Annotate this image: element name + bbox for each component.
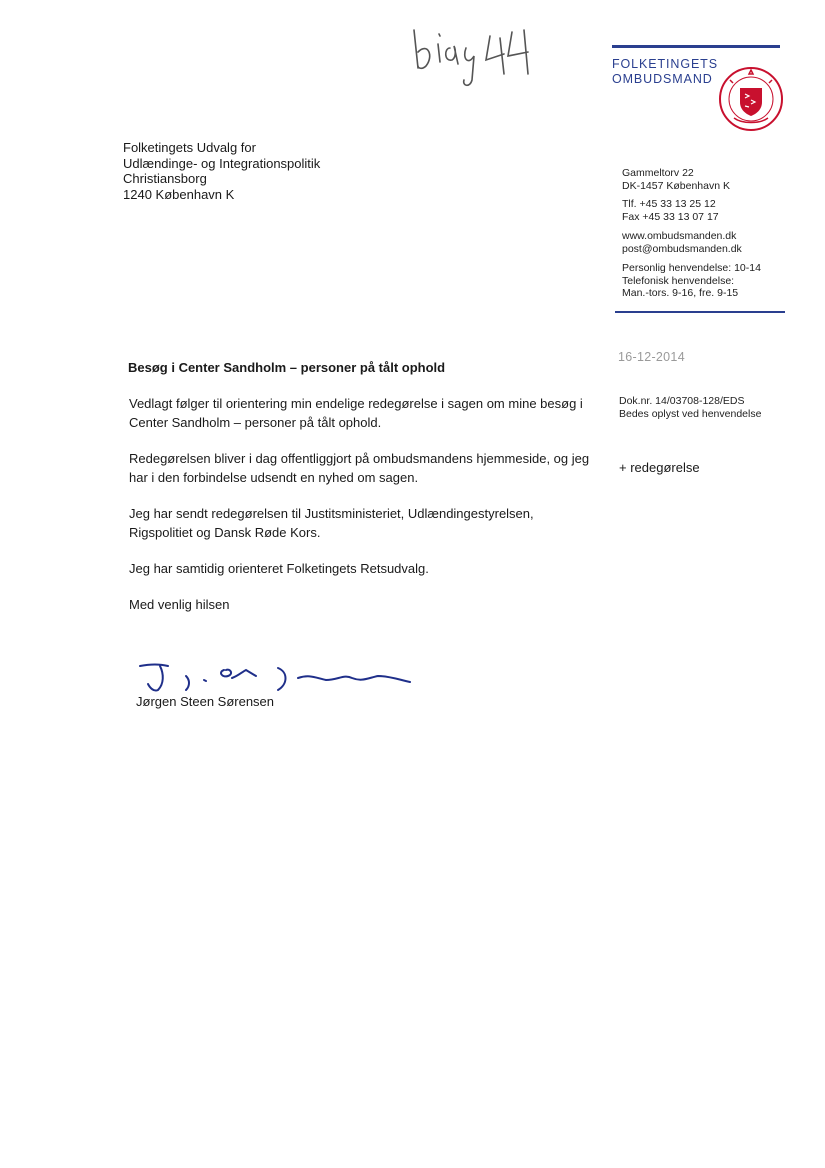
sender-phone: Tlf. +45 33 13 25 12 — [622, 198, 716, 210]
sender-contact-block — [622, 167, 761, 300]
sender-street: Gammeltorv 22 — [622, 167, 694, 179]
sender-email: post@ombudsmanden.dk — [622, 242, 742, 255]
recipient-line: Folketingets Udvalg for — [123, 140, 256, 155]
organization-name — [612, 57, 718, 87]
document-reference — [619, 395, 761, 420]
sender-hours-phone-label: Telefonisk henvendelse: — [622, 274, 735, 287]
letter-closing: Med venlig hilsen — [129, 597, 230, 612]
sender-hours-personal: Personlig henvendelse: 10-14 — [622, 262, 761, 274]
recipient-line: Christiansborg — [123, 171, 207, 186]
sender-city: DK-1457 København K — [622, 179, 730, 192]
body-paragraph: Jeg har sendt redegørelsen til Justitsministeriet, Udlændingestyrelsen, Rigspolitiet og Dansk Røde Kors. — [129, 506, 534, 540]
document-note: Bedes oplyst ved henvendelse — [619, 407, 762, 420]
header-rule-top — [612, 45, 780, 48]
sender-fax: Fax +45 33 13 07 17 — [622, 210, 719, 223]
org-name-line2: OMBUDSMAND — [612, 72, 713, 86]
body-paragraph: Jeg har samtidig orienteret Folketingets Retsudvalg. — [129, 561, 429, 576]
signatory-name: Jørgen Steen Sørensen — [136, 694, 275, 709]
letter-subject: Besøg i Center Sandholm – personer på tålt ophold — [128, 360, 446, 375]
attachment-note: + redegørelse — [619, 460, 700, 475]
recipient-line: Udlændinge- og Integrationspolitik — [123, 155, 321, 171]
recipient-line: 1240 København K — [123, 186, 235, 202]
header-rule-bottom — [615, 311, 785, 313]
body-paragraph: Vedlagt følger til orientering min endelige redegørelse i sagen om mine besøg i Center Sandholm – personer på tålt ophold. — [129, 396, 583, 430]
recipient-address — [123, 140, 320, 202]
org-name-line1: FOLKETINGETS — [612, 57, 718, 71]
letter-date: 16-12-2014 — [618, 350, 685, 364]
sender-hours-phone: Man.-tors. 9-16, fre. 9-15 — [622, 287, 739, 299]
document-number: Dok.nr. 14/03708-128/EDS — [619, 395, 745, 407]
sender-website: www.ombudsmanden.dk — [622, 230, 737, 242]
handwritten-note — [408, 22, 538, 94]
folketinget-seal-icon — [718, 66, 784, 132]
letter-body — [129, 394, 599, 631]
body-paragraph: Redegørelsen bliver i dag offentliggjort på ombudsmandens hjemmeside, og jeg har i den forbindelse udsendt en nyhed om sagen. — [129, 451, 590, 485]
